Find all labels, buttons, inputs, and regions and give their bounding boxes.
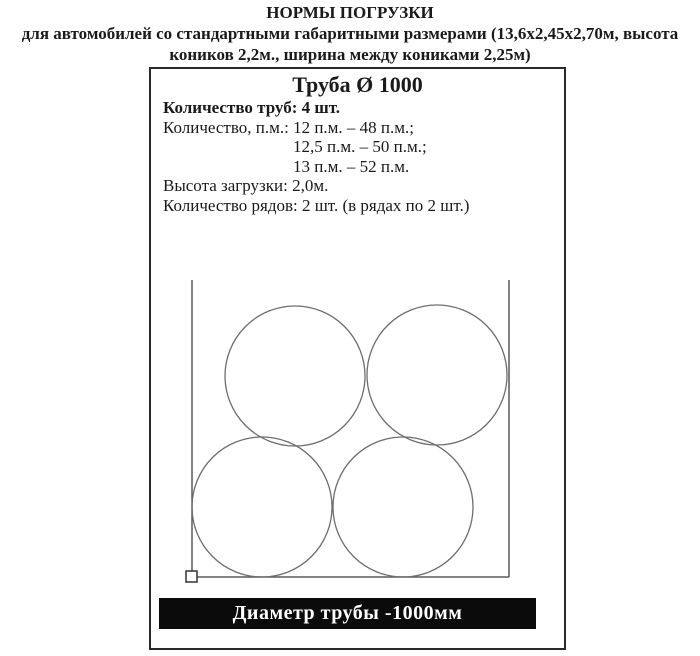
- spec-length-line-3: 13 п.м. – 52 п.м.: [293, 156, 410, 176]
- diameter-label: Диаметр трубы -1000мм: [232, 602, 463, 624]
- page-subtitle-line2: коников 2,2м., ширина между кониками 2,25м): [169, 45, 531, 64]
- spec-length-line-1: Количество, п.м.: 12 п.м. – 48 п.м.;: [163, 117, 415, 137]
- spec-load-height: Высота загрузки: 2,0м.: [163, 176, 329, 195]
- spec-row-count: Количество рядов: 2 шт. (в рядах по 2 шт.): [163, 195, 470, 215]
- card-title: Труба Ø 1000: [292, 72, 423, 97]
- diameter-label-bar: [159, 598, 536, 629]
- page-subtitle-line1: для автомобилей со стандартными габаритными размерами (13,6х2,45х2,70м, высота: [21, 24, 679, 43]
- document-header: [0, 3, 700, 65]
- page-title: НОРМЫ ПОГРУЗКИ: [266, 3, 434, 22]
- spec-pipe-count: Количество труб: 4 шт.: [163, 98, 341, 117]
- pipe-spec-card: [149, 67, 566, 650]
- spec-length-line-2: 12,5 п.м. – 50 п.м.;: [293, 137, 427, 156]
